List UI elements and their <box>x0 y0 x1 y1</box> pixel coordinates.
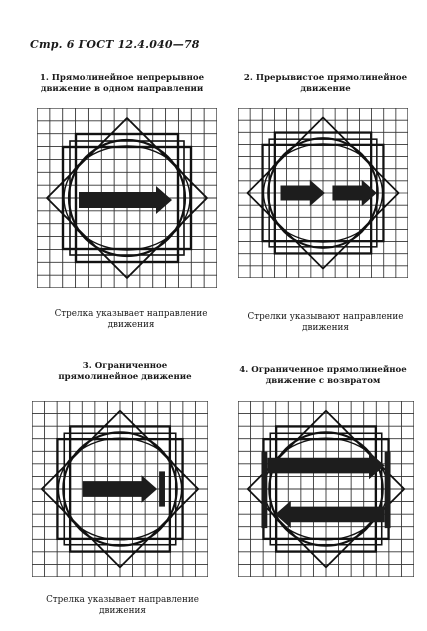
page-header: Стр. 6 ГОСТ 12.4.040—78 <box>30 38 200 51</box>
figure-3-title: 3. Ограниченное прямолинейное движение <box>58 361 192 382</box>
figure-4-title: 4. Ограниченное прямолинейное движение с возвратом <box>239 365 407 386</box>
limit-stop-left <box>261 452 267 528</box>
figure-2-title: 2. Прерывистое прямолинейное движение <box>243 73 408 94</box>
limit-stop-right <box>385 452 391 528</box>
figure-3-symbol <box>32 401 208 577</box>
limit-stop <box>159 471 165 506</box>
figure-1-caption: Стрелка указывает направление движения <box>54 309 208 330</box>
figure-2-caption: Стрелки указывают направление движения <box>247 312 404 333</box>
direction-arrow <box>79 186 172 214</box>
direction-arrow-1 <box>281 180 325 206</box>
figure-4-symbol <box>238 401 414 577</box>
figure-2-symbol <box>238 108 408 278</box>
figure-1-symbol <box>37 108 217 288</box>
figure-3-caption: Стрелка указывает направление движения <box>46 595 199 616</box>
figure-1-title: 1. Прямолинейное непрерывное движение в одном направлении <box>39 73 205 94</box>
